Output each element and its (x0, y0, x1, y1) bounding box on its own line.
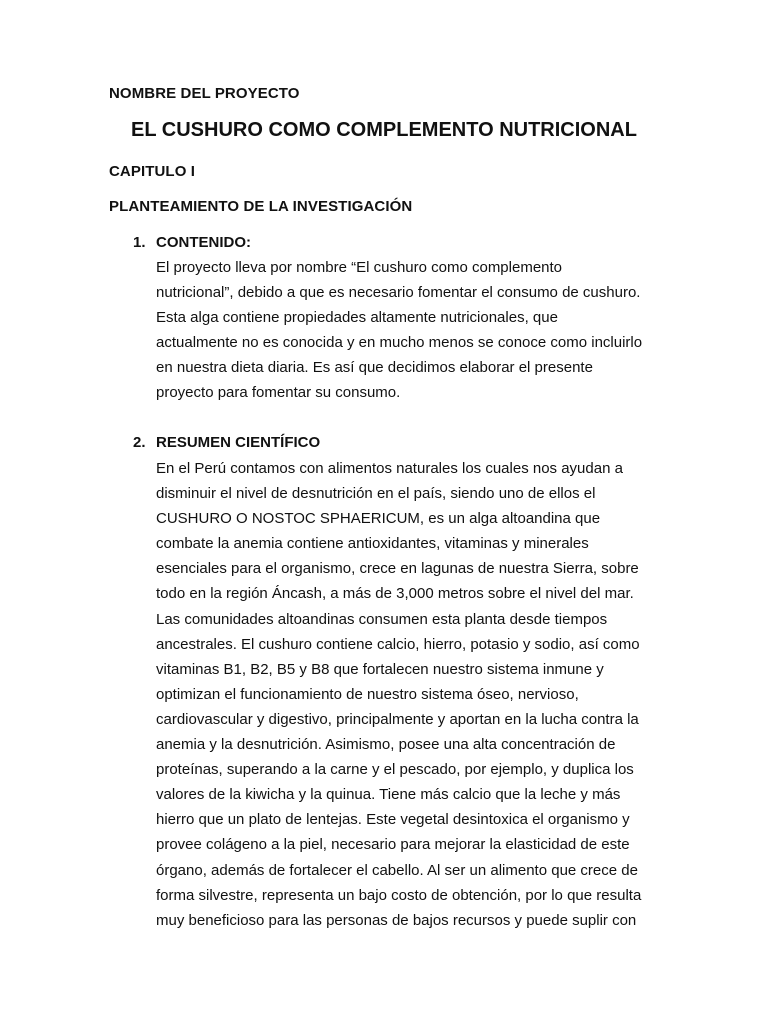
item-heading-text: CONTENIDO: (156, 234, 251, 251)
document-title: EL CUSHURO COMO COMPLEMENTO NUTRICIONAL (131, 119, 637, 141)
text-line: optimizan el funcionamiento de nuestro sistema óseo, nervioso, (156, 685, 579, 703)
text-line: proteínas, superando a la carne y el pescado, por ejemplo, y duplica los (156, 761, 634, 779)
text-line: Las comunidades altoandinas consumen esta planta desde tiempos (156, 610, 608, 628)
item-heading-resumen (133, 434, 320, 451)
project-label: NOMBRE DEL PROYECTO (109, 85, 300, 102)
text-line: Esta alga contiene propiedades altamente nutricionales, que (156, 309, 558, 327)
text-line: valores de la kiwicha y la quinua. Tiene más calcio que la leche y más (156, 786, 621, 804)
text-line: proyecto para fomentar su consumo. (156, 384, 401, 402)
text-line: nutricional”, debido a que es necesario fomentar el consumo de cushuro. (156, 284, 641, 302)
chapter-heading: CAPITULO I (109, 163, 195, 180)
item-number: 2. (133, 434, 146, 451)
paragraph-resumen (156, 456, 676, 933)
text-line: forma silvestre, representa un bajo costo de obtención, por lo que resulta (156, 886, 642, 904)
item-number: 1. (133, 234, 146, 251)
text-line: CUSHURO O NOSTOC SPHAERICUM, es un alga altoandina que (156, 510, 601, 528)
text-line: hierro que un plato de lentejas. Este vegetal desintoxica el organismo y (156, 811, 630, 829)
text-line: muy beneficioso para las personas de bajos recursos y puede suplir con (156, 911, 637, 929)
text-line: El proyecto lleva por nombre “El cushuro como complemento (156, 259, 563, 276)
text-line: ancestrales. El cushuro contiene calcio, hierro, potasio y sodio, así como (156, 635, 640, 653)
text-line: todo en la región Áncash, a más de 3,000 metros sobre el nivel del mar. (156, 585, 634, 603)
text-line: esenciales para el organismo, crece en lagunas de nuestra Sierra, sobre (156, 560, 639, 578)
item-heading-text: RESUMEN CIENTÍFICO (156, 434, 321, 451)
text-line: vitaminas B1, B2, B5 y B8 que fortalecen nuestro sistema inmune y (156, 660, 604, 678)
paragraph-contenido (156, 255, 676, 406)
text-line: cardiovascular y digestivo, principalmente y aportan en la lucha contra la (156, 710, 639, 728)
text-line: anemia y la desnutrición. Asimismo, posee una alta concentración de (156, 736, 616, 754)
text-line: provee colágeno a la piel, necesario para mejorar la elasticidad de este (156, 836, 630, 854)
text-line: en nuestra dieta diaria. Es así que decidimos elaborar el presente (156, 359, 593, 377)
section-heading: PLANTEAMIENTO DE LA INVESTIGACIÓN (109, 198, 413, 215)
text-line: actualmente no es conocida y en mucho menos se conoce como incluirlo (156, 334, 643, 352)
text-line: En el Perú contamos con alimentos naturales los cuales nos ayudan a (156, 460, 623, 477)
text-line: órgano, además de fortalecer el cabello. Al ser un alimento que crece de (156, 861, 638, 879)
text-line: disminuir el nivel de desnutrición en el país, siendo uno de ellos el (156, 485, 596, 503)
text-line: combate la anemia contiene antioxidantes, vitaminas y minerales (156, 535, 589, 553)
item-heading-contenido (133, 234, 251, 251)
